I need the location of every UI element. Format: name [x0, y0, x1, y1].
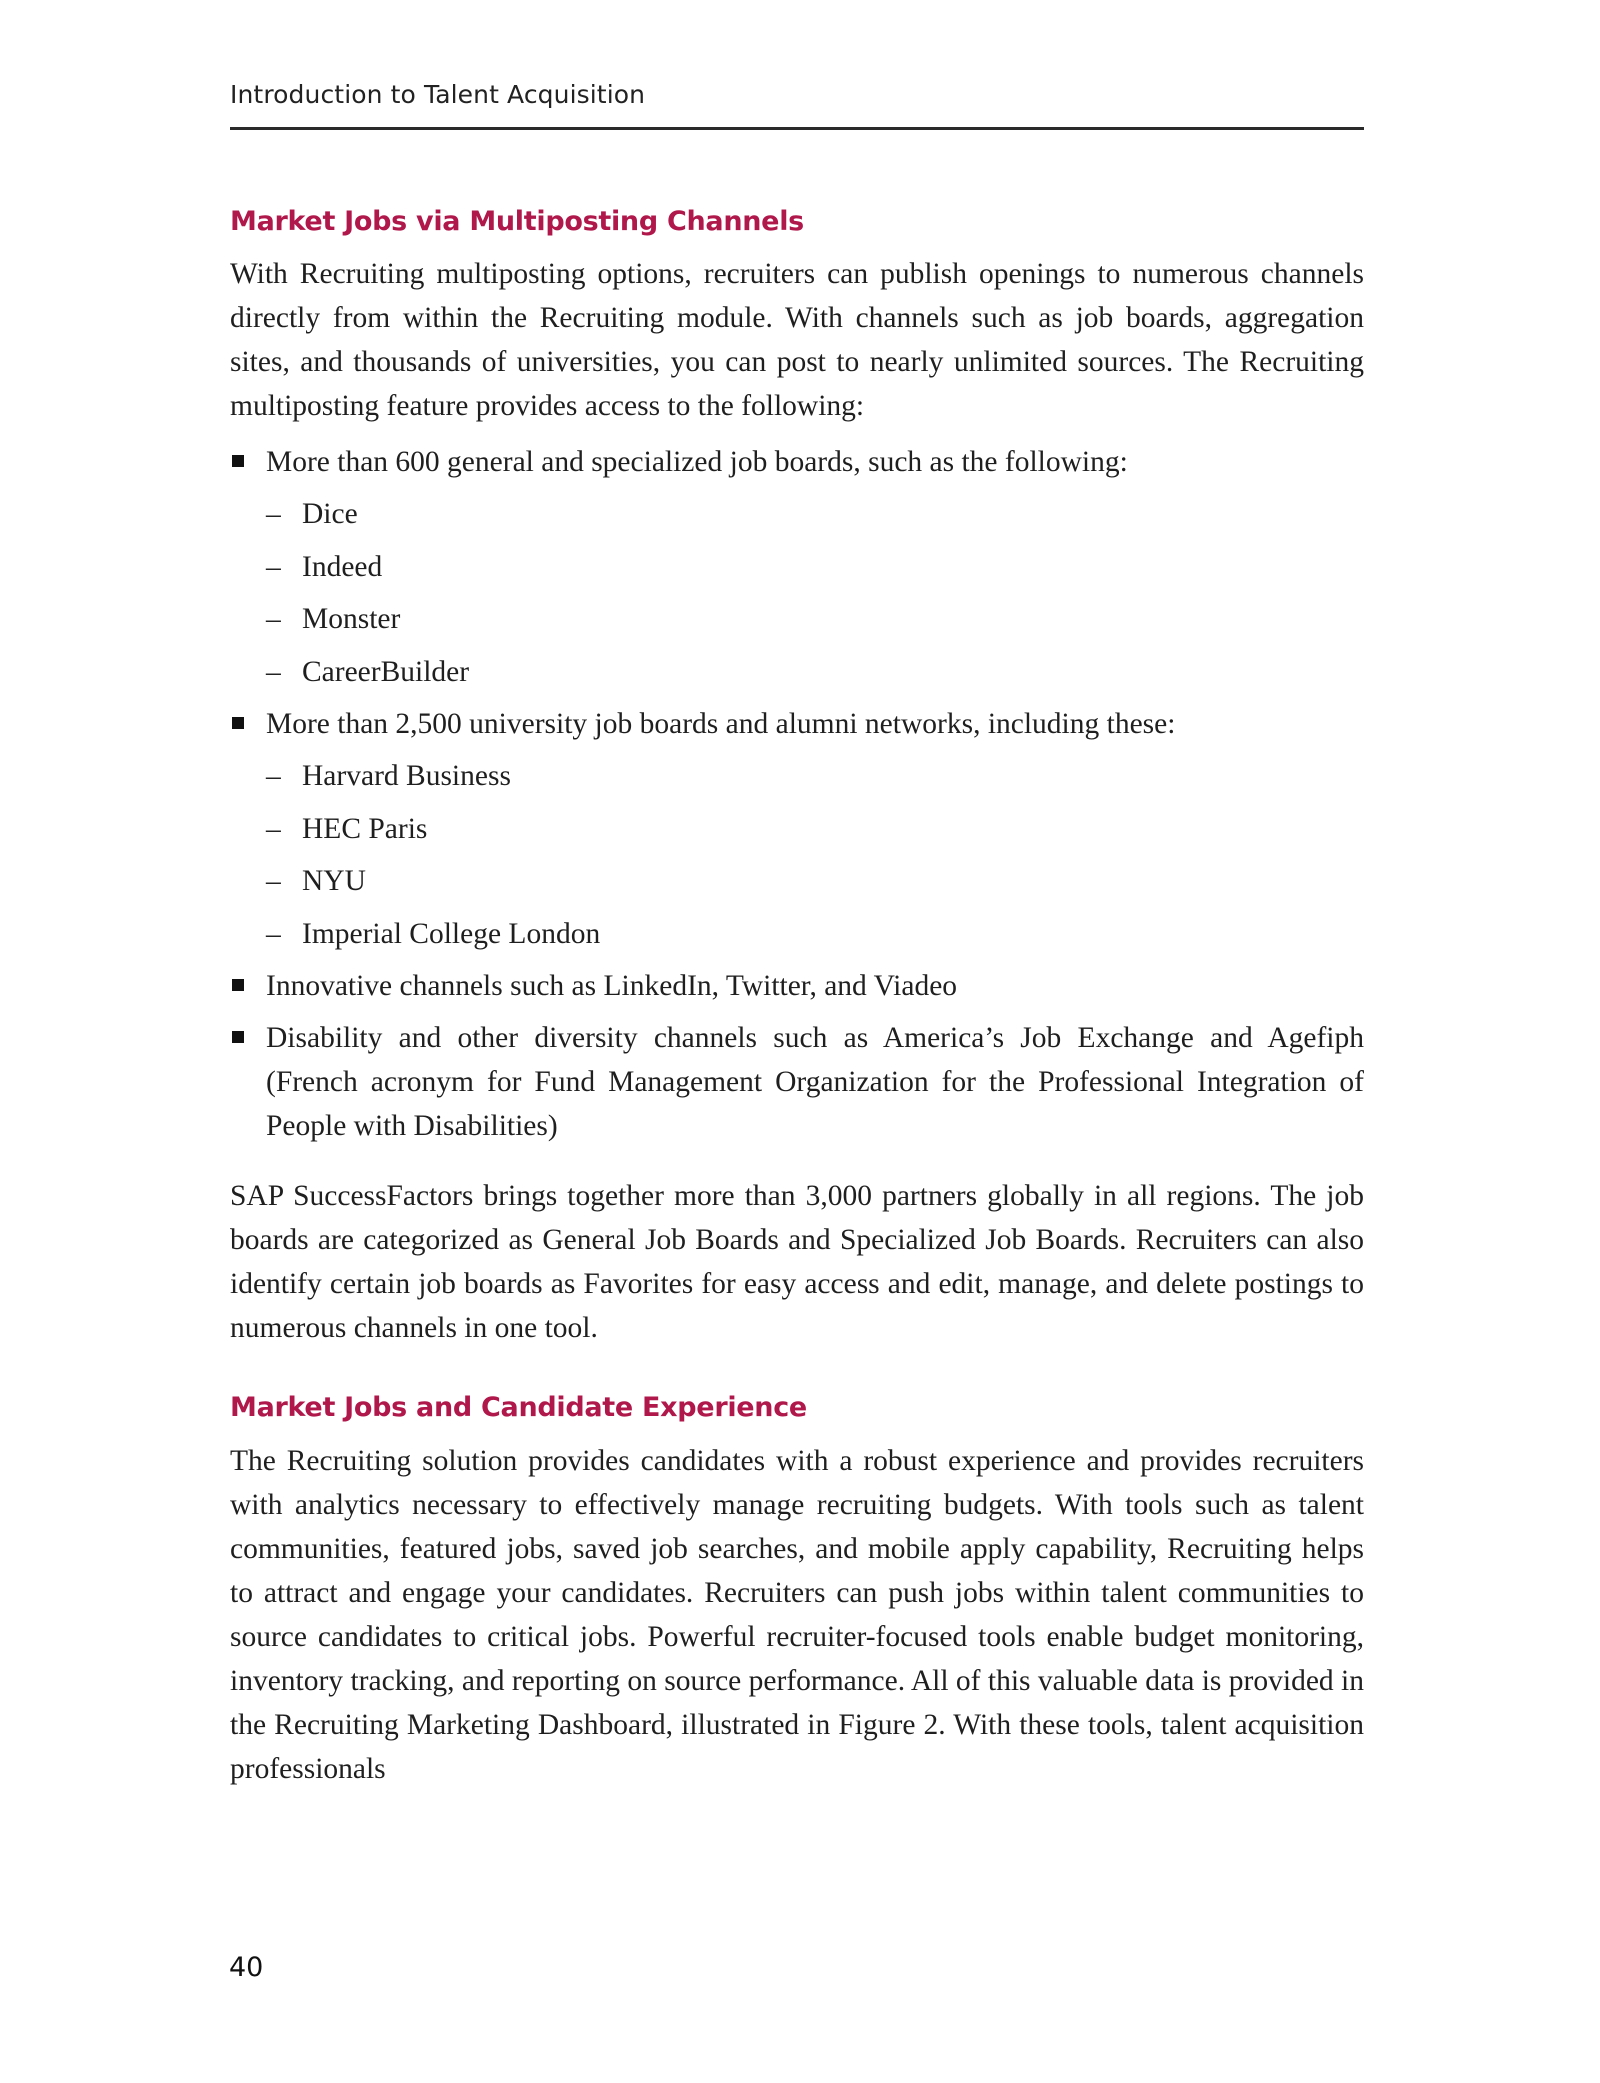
spacer — [230, 1350, 1364, 1392]
bullet-text: Disability and other diversity channels such as America’s Job Exchange and Agefiph (French acronym for Fund Management Organization for the Professional Integration of People with Disabilities) — [266, 1022, 1364, 1143]
bullet-item-job-boards — [230, 440, 1364, 694]
bullet-text: More than 600 general and specialized job boards, such as the following: — [266, 446, 1128, 479]
dash-bullet-icon: – — [266, 603, 281, 636]
sublist-item: – Indeed — [266, 545, 1364, 589]
square-bullet-icon — [232, 455, 244, 467]
dash-bullet-icon: – — [266, 760, 281, 793]
square-bullet-icon — [232, 1031, 244, 1043]
bullet-item-diversity-channels — [230, 1016, 1364, 1148]
sublist-item: – Imperial College London — [266, 912, 1364, 956]
channel-bullet-list — [230, 440, 1364, 1148]
dash-bullet-icon: – — [266, 550, 281, 583]
dash-bullet-icon: – — [266, 655, 281, 688]
square-bullet-icon — [232, 979, 244, 991]
bullet-text: Innovative channels such as LinkedIn, Twitter, and Viadeo — [266, 970, 958, 1003]
job-board-sublist — [266, 492, 1364, 694]
running-header: Introduction to Talent Acquisition — [230, 80, 646, 109]
page-content — [230, 206, 1364, 1791]
section-heading-multiposting: Market Jobs via Multiposting Channels — [230, 206, 804, 237]
sublist-item: – HEC Paris — [266, 807, 1364, 851]
dash-bullet-icon: – — [266, 498, 281, 531]
bullet-text: More than 2,500 university job boards and alumni networks, including these: — [266, 708, 1176, 741]
spacer — [230, 1156, 1364, 1174]
bullet-item-innovative-channels — [230, 964, 1364, 1008]
dash-bullet-icon: – — [266, 917, 281, 950]
dash-bullet-icon: – — [266, 812, 281, 845]
section-heading-candidate-experience: Market Jobs and Candidate Experience — [230, 1392, 807, 1424]
university-sublist — [266, 754, 1364, 956]
paragraph-candidate-experience: The Recruiting solution provides candidates with a robust experience and provides recruiters with analytics necessary to effectively manage recruiting budgets. With tools such as talent communities, featured jobs, saved job searches, and mobile apply capability, Recruiting helps to attract and engage your candidates. Recruiters can push jobs within talent communities to source candidates to critical jobs. Powerful recruiter-focused tools enable budget monitoring, inventory tracking, and reporting on source performance. All of this valuable data is provided in the Recruiting Marketing Dashboard, illustrated in Figure 2. With these tools, talent acquisition professionals — [230, 1444, 1364, 1785]
sublist-item: – CareerBuilder — [266, 650, 1364, 694]
dash-bullet-icon: – — [266, 865, 281, 898]
page-number: 40 — [229, 1952, 264, 1983]
paragraph-multiposting-intro: With Recruiting multiposting options, recruiters can publish openings to numerous channels directly from within the Recruiting module. With channels such as job boards, aggregation sites, and thousands of universities, you can post to nearly unlimited sources. The Recruiting multiposting feature provides access to the following: — [230, 258, 1364, 423]
bullet-item-universities — [230, 702, 1364, 956]
sublist-item: – Harvard Business — [266, 754, 1364, 798]
header-divider — [230, 127, 1364, 130]
paragraph-partners: SAP SuccessFactors brings together more than 3,000 partners globally in all regions. The job boards are categorized as General Job Boards and Specialized Job Boards. Recruiters can also identify certain job boards as Favorites for easy access and edit, manage, and delete postings to numerous channels in one tool. — [230, 1180, 1364, 1345]
square-bullet-icon — [232, 717, 244, 729]
sublist-item: – NYU — [266, 859, 1364, 903]
sublist-item: – Monster — [266, 597, 1364, 641]
sublist-item: – Dice — [266, 492, 1364, 536]
